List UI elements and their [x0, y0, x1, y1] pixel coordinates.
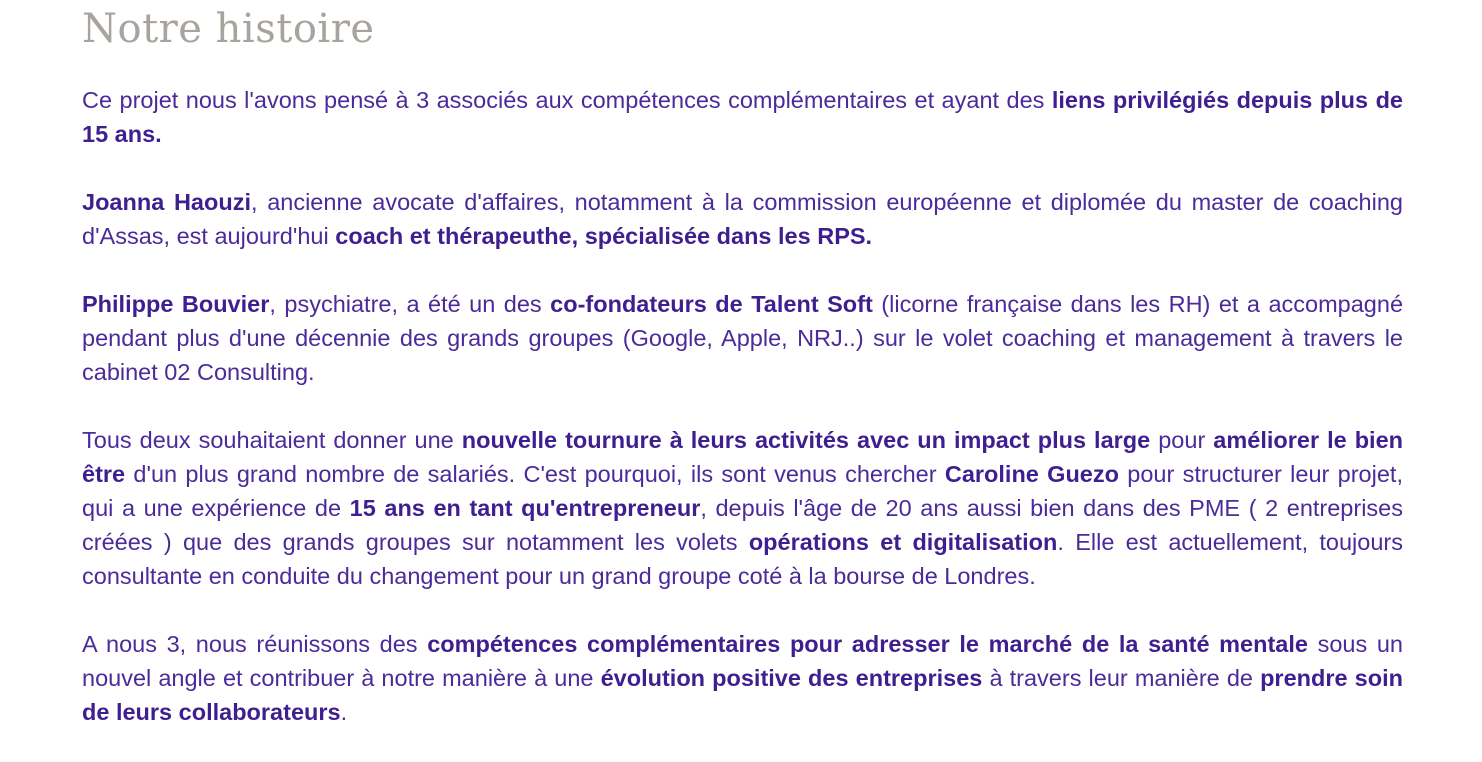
- story-section: [82, 0, 1403, 729]
- paragraph-text: .: [340, 699, 348, 725]
- paragraph-text: A nous 3, nous réunissons des: [82, 631, 428, 657]
- emphasis-text: prendre soin de leurs collaborateurs: [82, 665, 1403, 725]
- emphasis-text: améliorer le bien être: [82, 427, 1404, 487]
- emphasis-text: 15 ans en tant qu'entrepreneur: [349, 495, 701, 521]
- paragraph-text: Ce projet nous l'avons pensé à 3 associés aux compétences complémentaires et ayant des: [82, 87, 1052, 113]
- paragraph-text: pour: [1150, 427, 1214, 453]
- emphasis-text: co-fondateurs de Talent Soft: [550, 291, 873, 317]
- paragraph-text: à travers leur manière de: [982, 665, 1261, 691]
- emphasis-text: évolution positive des entreprises: [600, 665, 983, 691]
- page-title: Notre histoire: [82, 6, 375, 52]
- paragraph-philippe: [82, 287, 1403, 389]
- person-name: Joanna Haouzi: [82, 189, 251, 215]
- emphasis-text: coach et thérapeuthe, spécialisée dans les RPS.: [335, 223, 873, 249]
- paragraph-text: , depuis l'âge de 20 ans aussi bien dans des PME ( 2 entreprises créées ) que des grands groupes sur notamment les volets: [82, 495, 1403, 555]
- paragraph-intro: [82, 83, 1403, 151]
- paragraph-text: d'un plus grand nombre de salariés. C'est pourquoi, ils sont venus chercher: [125, 461, 945, 487]
- paragraph-text: pour structurer leur projet, qui a une expérience de: [82, 461, 1403, 521]
- emphasis-text: nouvelle tournure à leurs activités avec un impact plus large: [461, 427, 1151, 453]
- paragraph-conclusion: [82, 627, 1403, 729]
- emphasis-text: compétences complémentaires pour adresser le marché de la santé mentale: [427, 631, 1308, 657]
- paragraph-text: Tous deux souhaitaient donner une: [82, 427, 462, 453]
- paragraph-text: , psychiatre, a été un des: [269, 291, 551, 317]
- paragraph-joanna: [82, 185, 1403, 253]
- emphasis-text: liens privilégiés depuis plus de 15 ans.: [82, 87, 1403, 147]
- paragraph-text: . Elle est actuellement, toujours consultante en conduite du changement pour un grand groupe coté à la bourse de Londres.: [82, 529, 1403, 589]
- person-name: Philippe Bouvier: [82, 291, 270, 317]
- paragraph-text: (licorne française dans les RH) et a accompagné pendant plus d'une décennie des grands groupes (Google, Apple, NRJ..) sur le volet coaching et management à travers le cabinet 02 Consulting.: [82, 291, 1404, 385]
- paragraph-text: sous un nouvel angle et contribuer à notre manière à une: [82, 631, 1403, 691]
- paragraph-text: , ancienne avocate d'affaires, notamment à la commission européenne et diplomée du master de coaching d'Assas, est aujourd'hui: [82, 189, 1403, 249]
- emphasis-text: opérations et digitalisation: [748, 529, 1058, 555]
- person-name: Caroline Guezo: [944, 461, 1119, 487]
- paragraph-caroline: [82, 423, 1403, 593]
